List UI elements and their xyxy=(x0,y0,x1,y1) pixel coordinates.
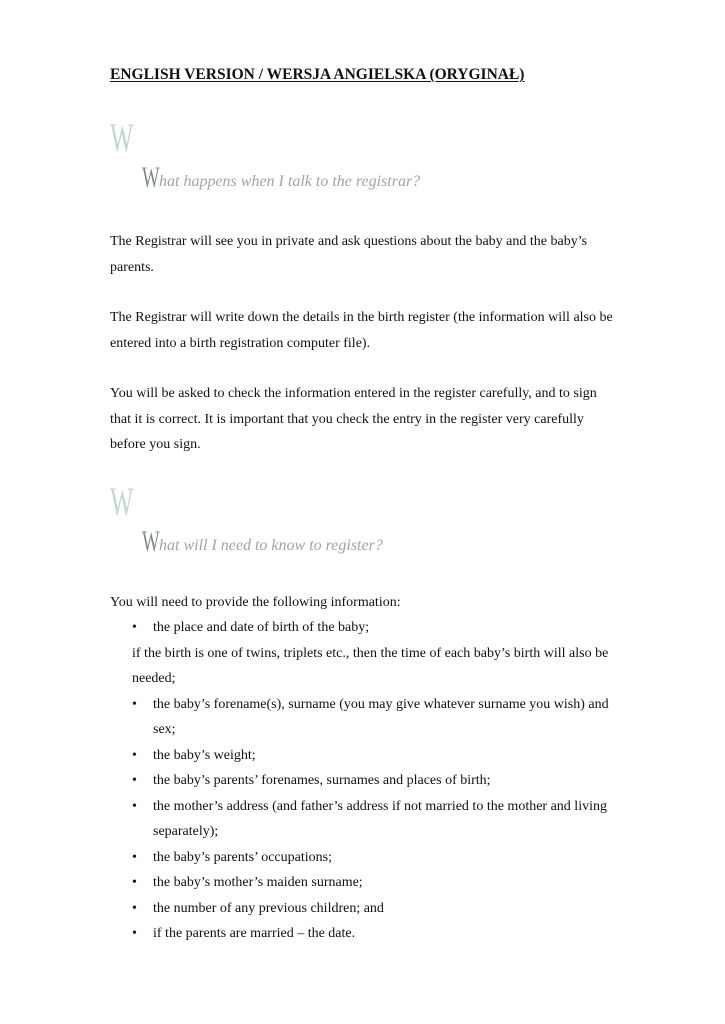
list-item xyxy=(110,870,620,896)
paragraph-private-questions: The Registrar will see you in private and ask questions about the baby and the baby’s parents. xyxy=(110,234,588,275)
list-item-text: the baby’s parents’ occupations; xyxy=(153,849,332,865)
list-item-text: the number of any previous children; and xyxy=(153,900,384,916)
list-item-text: the baby’s weight; xyxy=(153,747,256,763)
required-information-list xyxy=(110,615,620,947)
bullet-icon: • xyxy=(132,620,137,635)
bullet-icon: • xyxy=(132,773,137,788)
paragraph-check-and-sign: You will be asked to check the information entered in the register carefully, and to sign that it is correct. It is important that you check the entry in the register very carefully before you sign. xyxy=(110,386,597,452)
decorative-dropcap: W xyxy=(110,115,134,160)
list-item xyxy=(110,692,620,743)
list-item-text: the baby’s parents’ forenames, surnames and places of birth; xyxy=(153,773,491,788)
section-heading-need-to-know xyxy=(142,525,383,558)
bullet-icon: • xyxy=(132,696,137,712)
section-heading-registrar xyxy=(142,161,421,194)
heading-initial: W xyxy=(142,161,160,194)
heading-initial: W xyxy=(142,525,160,558)
list-item xyxy=(110,896,620,922)
heading-text: hat will I need to know to register? xyxy=(159,537,383,554)
bullet-icon: • xyxy=(132,926,137,941)
list-item-text: if the parents are married – the date. xyxy=(153,926,356,941)
list-item-text: the mother’s address (and father’s address if not married to the mother and living separately); xyxy=(153,798,607,839)
list-item xyxy=(110,743,620,769)
list-item xyxy=(110,794,620,845)
decorative-dropcap: W xyxy=(110,479,134,524)
bullet-icon: • xyxy=(132,849,137,865)
list-item xyxy=(110,768,620,794)
list-note-multiple-births: if the birth is one of twins, triplets etc., then the time of each baby’s birth will also be needed; xyxy=(132,645,609,686)
paragraph-information-intro: You will need to provide the following information: xyxy=(110,595,401,610)
bullet-icon: • xyxy=(132,798,137,814)
list-item-text: the baby’s mother’s maiden surname; xyxy=(153,875,363,890)
heading-text: hat happens when I talk to the registrar? xyxy=(159,173,421,190)
list-item-text: the place and date of birth of the baby; xyxy=(153,620,370,635)
list-item-text: the baby’s forename(s), surname (you may give whatever surname you wish) and sex; xyxy=(153,696,609,737)
list-item xyxy=(110,615,620,641)
document-title: ENGLISH VERSION / WERSJA ANGIELSKA (ORYGINAŁ) xyxy=(110,66,525,83)
bullet-icon: • xyxy=(132,875,137,890)
paragraph-birth-register: The Registrar will write down the details in the birth register (the information will also be entered into a birth registration computer file). xyxy=(110,310,613,351)
bullet-icon: • xyxy=(132,747,137,763)
list-item xyxy=(110,845,620,871)
list-item xyxy=(110,921,620,947)
bullet-icon: • xyxy=(132,900,137,916)
